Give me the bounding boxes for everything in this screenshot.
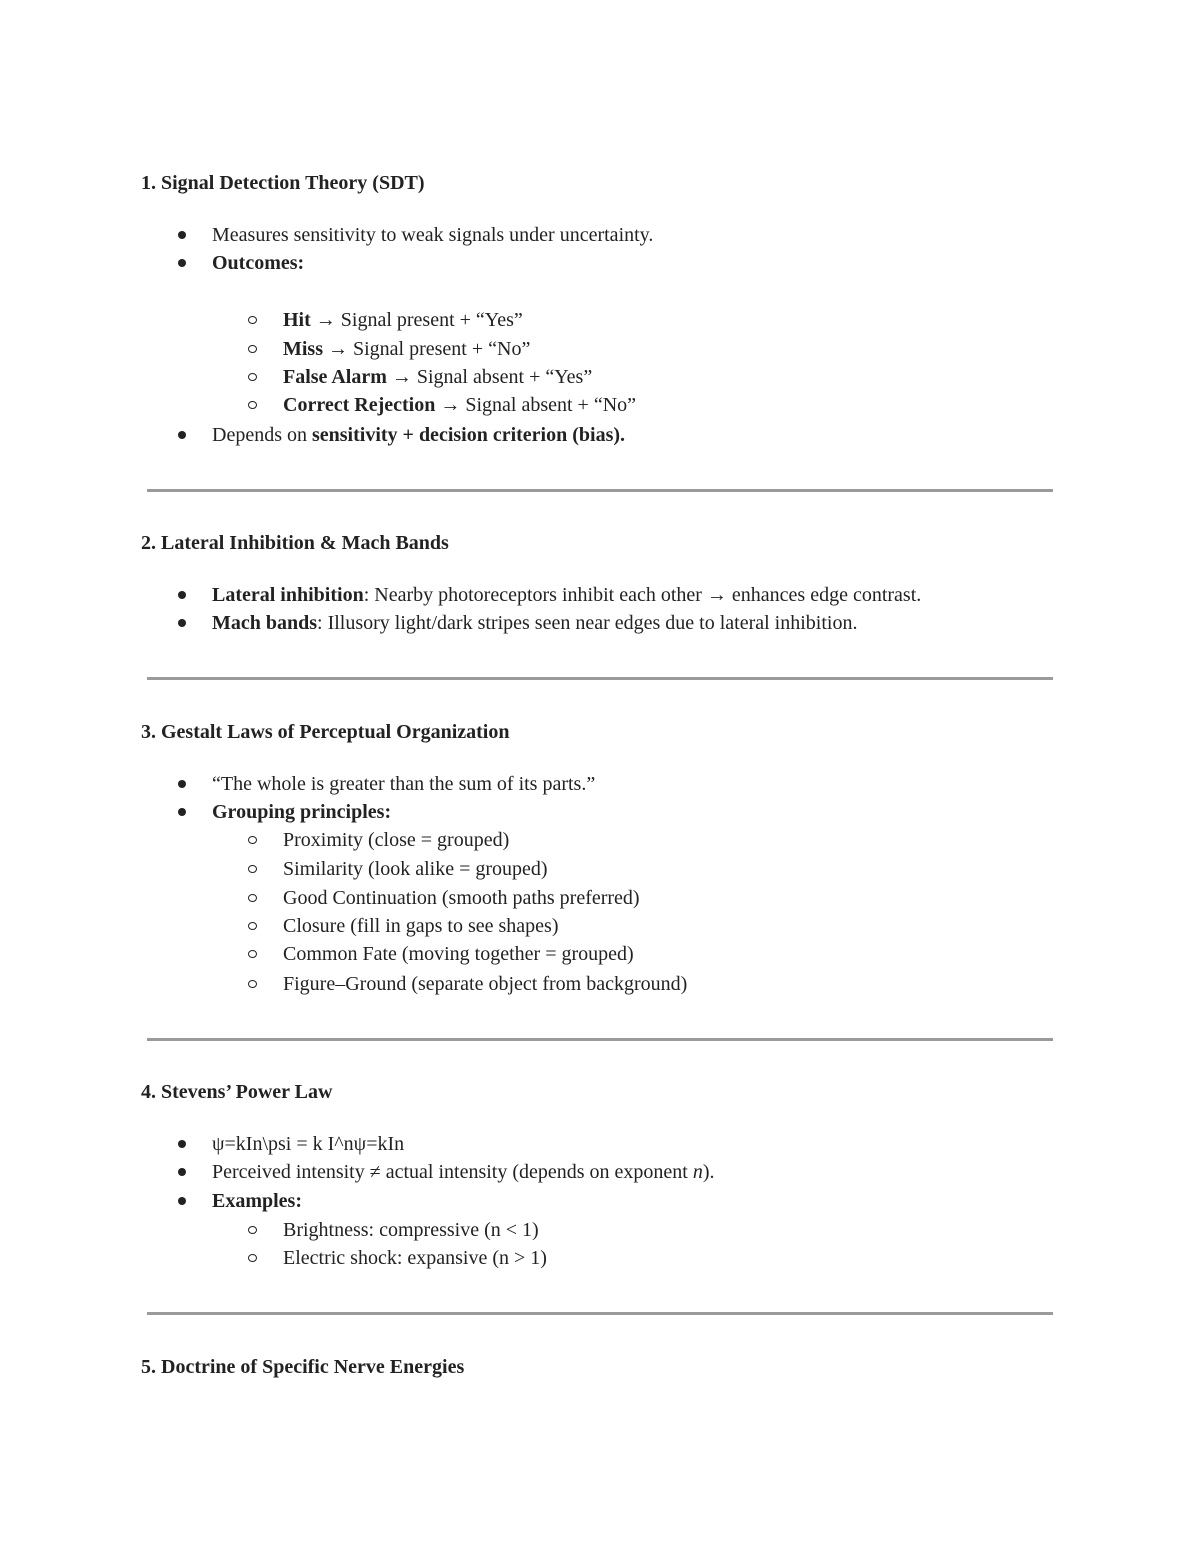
- section-3-heading: 3. Gestalt Laws of Perceptual Organization: [141, 721, 510, 743]
- item-label: Outcomes:: [212, 252, 305, 274]
- list-item: [212, 251, 304, 275]
- list-item: [212, 1160, 715, 1184]
- list-item: [212, 1189, 302, 1213]
- item-text: Perceived intensity ≠ actual intensity (depends on exponent: [212, 1161, 693, 1183]
- list-item: [212, 772, 595, 796]
- item-label: Miss: [283, 338, 323, 360]
- item-label: Examples:: [212, 1190, 302, 1212]
- circle-bullet-icon: [248, 836, 257, 844]
- item-text: → Signal absent + “Yes”: [386, 366, 593, 388]
- item-italic: n: [692, 1161, 703, 1183]
- item-text: → Signal present + “No”: [323, 338, 531, 360]
- item-text: Electric shock: expansive (n > 1): [283, 1247, 547, 1269]
- list-item: [212, 800, 391, 824]
- circle-bullet-icon: [248, 1226, 257, 1234]
- list-item: [212, 423, 625, 447]
- section-divider: [147, 1312, 1053, 1315]
- section-divider: [147, 1038, 1053, 1041]
- list-item: [283, 365, 592, 389]
- list-item: [283, 857, 548, 881]
- circle-bullet-icon: [248, 894, 257, 902]
- list-item: [283, 1218, 539, 1242]
- section-5-heading: 5. Doctrine of Specific Nerve Energies: [141, 1356, 465, 1378]
- section-divider: [147, 677, 1053, 680]
- list-item: [283, 1246, 547, 1270]
- list-item: [283, 308, 523, 332]
- circle-bullet-icon: [248, 980, 257, 988]
- item-label: Correct Rejection: [283, 394, 436, 416]
- list-item: [283, 393, 636, 417]
- bullet-icon: [178, 431, 186, 439]
- item-label: Hit: [283, 309, 311, 331]
- list-item: [212, 583, 921, 607]
- list-item: [283, 886, 640, 910]
- section-4-heading: 4. Stevens’ Power Law: [141, 1081, 333, 1103]
- circle-bullet-icon: [248, 1254, 257, 1262]
- bullet-icon: [178, 780, 186, 788]
- item-label: Grouping principles:: [212, 801, 392, 823]
- item-text: Brightness: compressive (n < 1): [283, 1219, 539, 1241]
- item-label: sensitivity + decision criterion (bias).: [311, 424, 626, 446]
- list-item: [283, 942, 634, 966]
- bullet-icon: [178, 808, 186, 816]
- bullet-icon: [178, 1140, 186, 1148]
- bullet-icon: [178, 591, 186, 599]
- circle-bullet-icon: [248, 345, 257, 353]
- circle-bullet-icon: [248, 373, 257, 381]
- circle-bullet-icon: [248, 950, 257, 958]
- bullet-icon: [178, 1168, 186, 1176]
- item-text: → Signal absent + “No”: [435, 394, 637, 416]
- list-item: [283, 337, 530, 361]
- item-text: Good Continuation (smooth paths preferred): [283, 887, 640, 909]
- item-text: : Illusory light/dark stripes seen near edges due to lateral inhibition.: [317, 612, 858, 634]
- circle-bullet-icon: [248, 401, 257, 409]
- item-text: Common Fate (moving together = grouped): [283, 943, 634, 965]
- item-text: Figure–Ground (separate object from background): [283, 973, 688, 995]
- circle-bullet-icon: [248, 865, 257, 873]
- item-text: Depends on: [212, 424, 312, 446]
- item-text: → Signal present + “Yes”: [310, 309, 523, 331]
- list-item: [283, 828, 509, 852]
- list-item: [283, 914, 559, 938]
- item-text: Similarity (look alike = grouped): [283, 858, 548, 880]
- list-item: [212, 611, 857, 635]
- section-2-heading: 2. Lateral Inhibition & Mach Bands: [141, 532, 449, 554]
- bullet-icon: [178, 619, 186, 627]
- item-label: Lateral inhibition: [212, 584, 364, 606]
- list-item: [212, 1132, 404, 1156]
- list-item: [283, 972, 687, 996]
- item-text: ).: [702, 1161, 715, 1183]
- circle-bullet-icon: [248, 922, 257, 930]
- item-text: Proximity (close = grouped): [283, 829, 510, 851]
- bullet-icon: [178, 231, 186, 239]
- item-text: Closure (fill in gaps to see shapes): [283, 915, 559, 937]
- list-item: [212, 223, 653, 247]
- bullet-icon: [178, 1197, 186, 1205]
- section-divider: [147, 489, 1053, 492]
- item-text: “The whole is greater than the sum of its parts.”: [212, 773, 596, 795]
- item-label: Mach bands: [212, 612, 318, 634]
- item-label: False Alarm: [283, 366, 387, 388]
- bullet-icon: [178, 259, 186, 267]
- section-1-heading: 1. Signal Detection Theory (SDT): [141, 172, 425, 194]
- item-text: : Nearby photoreceptors inhibit each other → enhances edge contrast.: [363, 584, 922, 606]
- item-text: Measures sensitivity to weak signals under uncertainty.: [212, 224, 654, 246]
- formula-text: ψ=kIn\psi = k I^nψ=kIn: [212, 1133, 405, 1155]
- circle-bullet-icon: [248, 316, 257, 324]
